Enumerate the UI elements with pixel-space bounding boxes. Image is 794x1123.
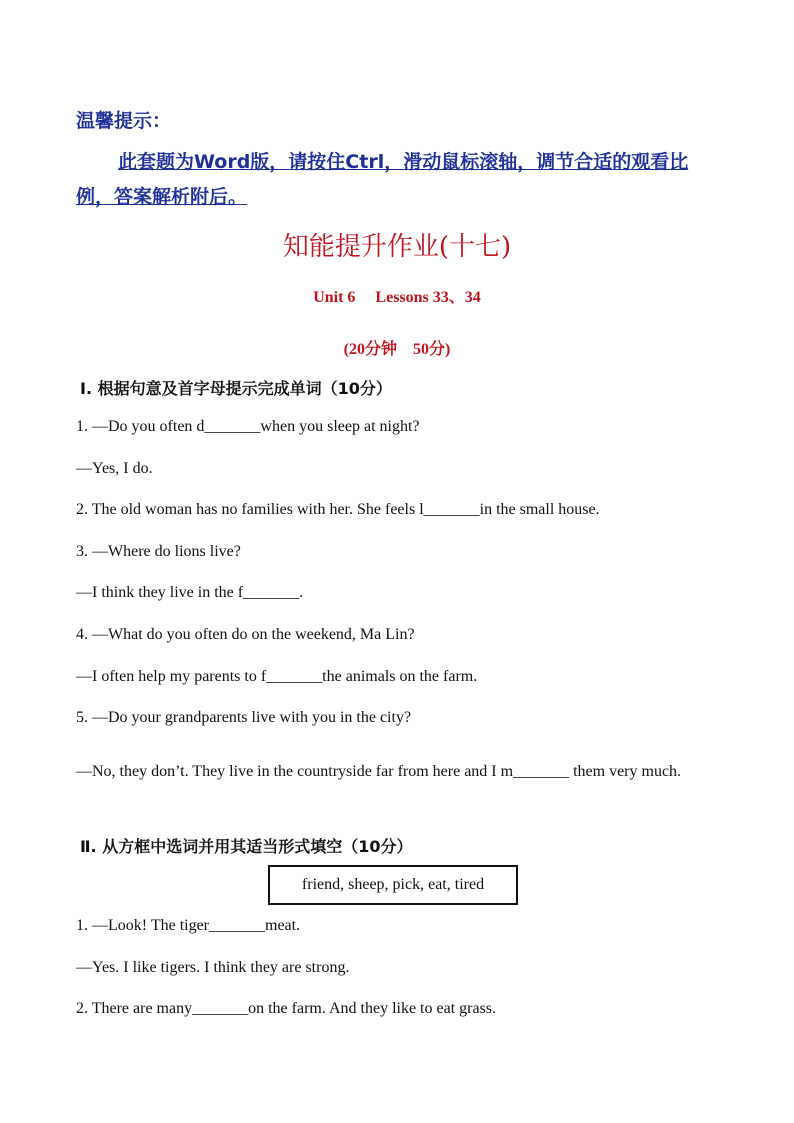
exercise-line: 1. —Look! The tiger_______meat. <box>76 917 301 934</box>
time-limit: (20分钟 50分) <box>343 341 451 358</box>
exercise-line: 4. —What do you often do on the weekend, Ma Lin? <box>76 626 415 643</box>
exercise-line: 2. The old woman has no families with her. She feels l_______in the small house. <box>76 501 600 518</box>
exercise-line: —I think they live in the f_______. <box>76 584 304 601</box>
tip-body: 此套题为Word版，请按住Ctrl，滑动鼠标滚轴，调节合适的观看比例，答案解析附后。 <box>76 151 689 208</box>
exercise-line: 2. There are many_______on the farm. And they like to eat grass. <box>76 1000 497 1017</box>
exercise-line: —Yes, I do. <box>76 460 153 477</box>
exercise-line: —Yes. I like tigers. I think they are strong. <box>76 959 350 976</box>
exercise-line: 3. —Where do lions live? <box>76 543 241 560</box>
exercise-line: 5. —Do your grandparents live with you in the city? <box>76 709 412 726</box>
section-2-heading: Ⅱ. 从方框中选词并用其适当形式填空（10分） <box>80 837 413 856</box>
exercise-line: —No, they don’t. They live in the countryside far from here and I m_______ them very much. <box>76 763 682 780</box>
section-1-heading: Ⅰ. 根据句意及首字母提示完成单词（10分） <box>80 379 392 398</box>
page-title: 知能提升作业(十七) <box>282 232 512 262</box>
exercise-line: —I often help my parents to f_______the animals on the farm. <box>76 668 478 685</box>
word-box: friend, sheep, pick, eat, tired <box>268 865 518 905</box>
tip-heading: 温馨提示： <box>76 110 172 132</box>
unit-subtitle: Unit 6 Lessons 33、34 <box>313 289 481 306</box>
exercise-line: 1. —Do you often d_______when you sleep at night? <box>76 418 420 435</box>
